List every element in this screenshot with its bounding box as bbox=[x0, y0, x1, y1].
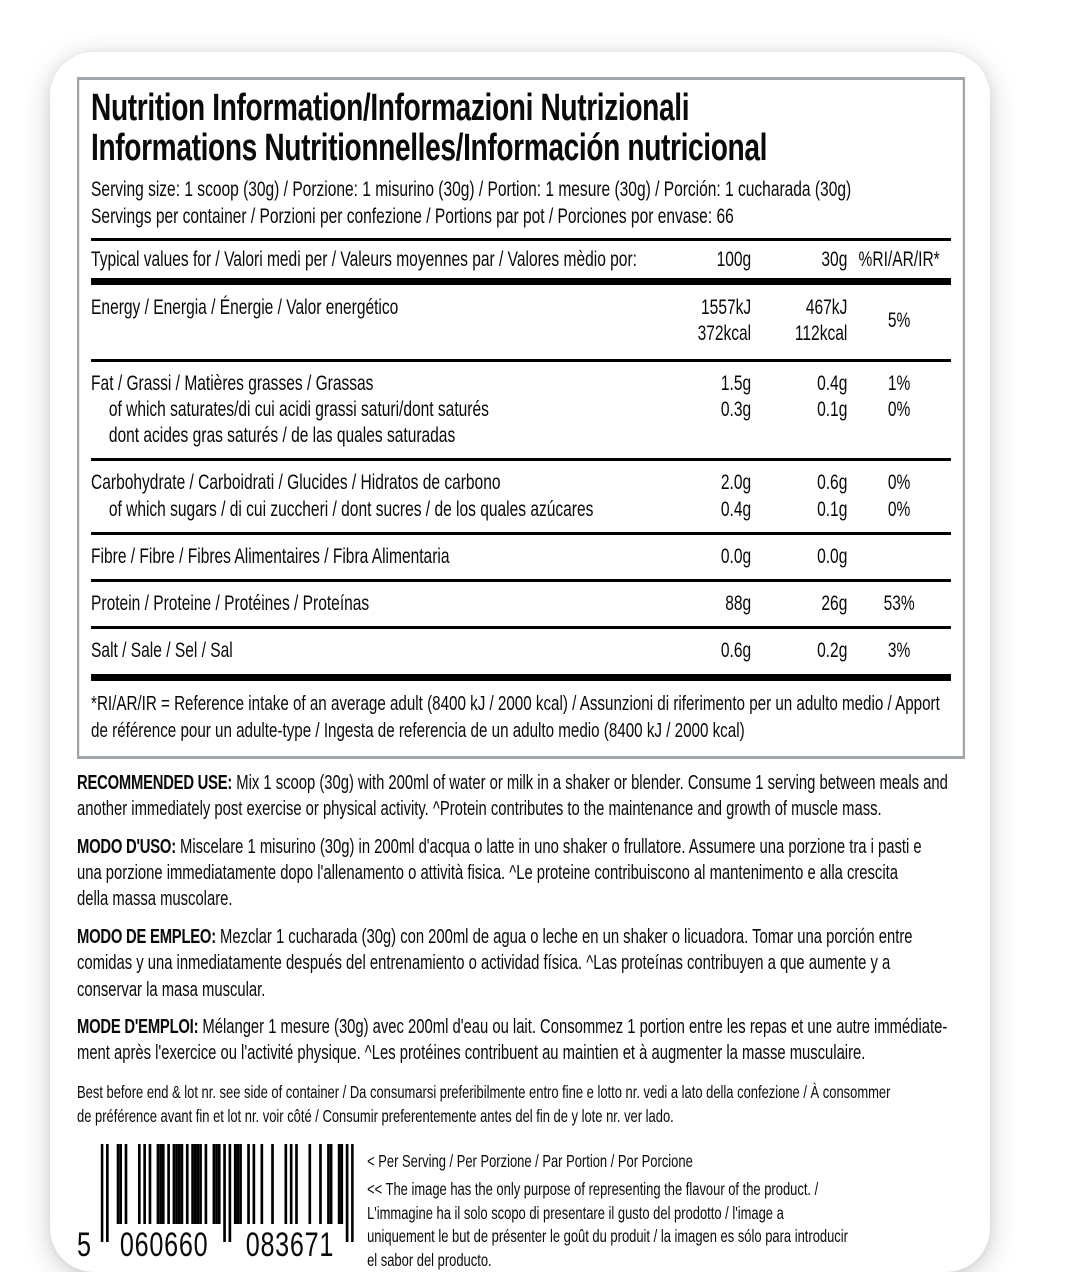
fibre-100g: 0.0g bbox=[720, 544, 752, 568]
sugars-ri: 0% bbox=[887, 497, 911, 521]
fat-label: Fat / Grassi / Matières grasses / Grassas bbox=[91, 371, 374, 395]
divider-thick bbox=[91, 674, 951, 681]
flavour-note-line-3: uniquement le but de présenter le goût du produit / la imagen es sólo para introducir bbox=[367, 1226, 848, 1247]
nutrition-title bbox=[91, 88, 951, 169]
carb-30g: 0.6g bbox=[817, 471, 848, 495]
carb-label: Carbohydrate / Carboidrati / Glucides / Hidratos de carbono bbox=[91, 471, 501, 495]
saturates-label: of which saturates/di cui acidi grassi saturi/dont saturés bbox=[108, 397, 489, 421]
column-header-100g: 100g bbox=[716, 247, 752, 271]
recommended-use-line-1: Mix 1 scoop (30g) with 200ml of water or milk in a shaker or blender. Consume 1 serving between meals and bbox=[236, 771, 948, 794]
paragraph-modo-duso bbox=[77, 834, 980, 913]
title-line-2: Informations Nutritionnelles/Información nutricional bbox=[91, 127, 768, 170]
modo-de-empleo-line-1: Mezclar 1 cucharada (30g) con 200ml de agua o leche en un shaker o licuadora. Tomar una porción entre bbox=[220, 925, 913, 948]
energy-100g-kcal: 372kcal bbox=[697, 322, 752, 346]
energy-ri: 5% bbox=[887, 309, 911, 333]
carb-100g: 2.0g bbox=[720, 471, 752, 495]
paragraph-best-before bbox=[77, 1080, 980, 1128]
barcode-notes bbox=[367, 1144, 848, 1272]
saturates-100g: 0.3g bbox=[720, 397, 752, 421]
modo-duso-label: MODO D'USO: bbox=[77, 835, 176, 858]
label-card bbox=[50, 52, 990, 1272]
nutrition-box bbox=[77, 77, 965, 759]
ri-footnote-line-1: *RI/AR/IR = Reference intake of an average adult (8400 kJ / 2000 kcal) / Assunzioni di riferimento per un adulto medio / Apport bbox=[91, 691, 940, 715]
serving-size: Serving size: 1 scoop (30g) / Porzione: 1 misurino (30g) / Portion: 1 mesure (30g) / Porción: 1 cucharada (30g) bbox=[91, 177, 852, 201]
modo-de-empleo-line-3: conservar la masa muscular. bbox=[77, 978, 266, 1001]
modo-de-empleo-label: MODO DE EMPLEO: bbox=[77, 925, 216, 948]
energy-30g-kcal: 112kcal bbox=[794, 322, 848, 346]
paragraph-mode-demploi bbox=[77, 1014, 980, 1067]
serving-info bbox=[91, 176, 951, 231]
table-row-energy bbox=[91, 285, 951, 359]
title-line-1: Nutrition Information/Informazioni Nutrizionali bbox=[91, 87, 690, 129]
fibre-30g: 0.0g bbox=[817, 544, 848, 568]
sugars-30g: 0.1g bbox=[817, 497, 848, 521]
flavour-image-note bbox=[367, 1178, 848, 1272]
carb-ri: 0% bbox=[887, 471, 911, 495]
fibre-label: Fibre / Fibre / Fibres Alimentaires / Fibra Alimentaria bbox=[91, 544, 450, 568]
divider-thick bbox=[91, 278, 951, 285]
protein-label: Protein / Proteine / Protéines / Proteínas bbox=[91, 592, 370, 616]
mode-demploi-line-2: ment après l'exercice ou l'activité physique. ^Les protéines contribuent au maintien et à augmenter la masse musculaire. bbox=[77, 1042, 866, 1065]
servings-per-container: Servings per container / Porzioni per confezione / Portions par pot / Porciones por envase: 66 bbox=[91, 205, 734, 229]
table-row-carbohydrate bbox=[91, 461, 951, 532]
table-header-row bbox=[91, 241, 951, 278]
flavour-note-line-2: L'immagine ha il solo scopo di presentare il gusto del prodotto / l'image a bbox=[367, 1202, 784, 1223]
salt-ri: 3% bbox=[887, 639, 911, 663]
mode-demploi-label: MODE D'EMPLOI: bbox=[77, 1015, 199, 1038]
barcode bbox=[77, 1144, 367, 1264]
energy-label: Energy / Energia / Énergie / Valor energético bbox=[91, 296, 399, 320]
best-before-line-1: Best before end & lot nr. see side of container / Da consumarsi preferibilmente entro fine e lotto nr. vedi a lato della confezione / À consommer bbox=[77, 1081, 891, 1102]
label-content bbox=[77, 77, 980, 1272]
mode-demploi-line-1: Mélanger 1 mesure (30g) avec 200ml d'eau ou lait. Consommez 1 portion entre les repas et une autre immédiate- bbox=[202, 1015, 948, 1038]
bottom-section bbox=[77, 1144, 980, 1272]
saturates-30g: 0.1g bbox=[817, 397, 848, 421]
table-row-fibre bbox=[91, 535, 951, 579]
fat-ri: 1% bbox=[887, 371, 911, 395]
table-row-protein bbox=[91, 582, 951, 626]
salt-30g: 0.2g bbox=[817, 639, 848, 663]
table-header-label: Typical values for / Valori medi per / Valeurs moyennes par / Valores mèdio por: bbox=[91, 247, 637, 271]
sugars-label: of which sugars / di cui zuccheri / dont sucres / de los quales azúcares bbox=[108, 497, 594, 521]
ri-footnote-line-2: de référence pour un adulte-type / Ingesta de referencia de un adulto medio (8400 kJ / 2000 kcal) bbox=[91, 718, 745, 742]
column-header-ri: %RI/AR/IR* bbox=[858, 247, 940, 271]
protein-100g: 88g bbox=[725, 592, 752, 616]
protein-30g: 26g bbox=[821, 592, 848, 616]
protein-ri: 53% bbox=[883, 592, 915, 616]
fat-100g: 1.5g bbox=[720, 371, 752, 395]
table-row-fat bbox=[91, 362, 951, 459]
energy-100g-kj: 1557kJ bbox=[701, 296, 752, 320]
sugars-100g: 0.4g bbox=[720, 497, 752, 521]
barcode-digits-right: 083671 bbox=[245, 1226, 335, 1264]
modo-duso-line-2: una porzione immediatamente dopo l'allenamento o attività fisica. ^Le proteine contribuiscono al mantenimento e alla crescita bbox=[77, 861, 898, 884]
barcode-digit-system: 5 bbox=[77, 1226, 92, 1264]
ri-footnote bbox=[91, 681, 951, 744]
per-serving-note: < Per Serving / Per Porzione / Par Portion / Por Porcione bbox=[367, 1151, 693, 1171]
flavour-note-line-1: << The image has the only purpose of representing the flavour of the product. / bbox=[367, 1179, 819, 1200]
modo-de-empleo-line-2: comidas y una inmediatamente después del entrenamiento o actividad física. ^Las proteínas contribuyen a que aumente y a bbox=[77, 952, 891, 975]
recommended-use-line-2: another immediately post exercise or physical activity. ^Protein contributes to the maintenance and growth of muscle mass. bbox=[77, 798, 882, 821]
paragraph-modo-de-empleo bbox=[77, 924, 980, 1003]
paragraph-recommended-use bbox=[77, 770, 980, 823]
salt-label: Salt / Sale / Sel / Sal bbox=[91, 639, 233, 663]
fat-30g: 0.4g bbox=[817, 371, 848, 395]
modo-duso-line-3: della massa muscolare. bbox=[77, 888, 233, 911]
saturates-label-cont: dont acides gras saturés / de las quales saturadas bbox=[108, 424, 456, 448]
energy-30g-kj: 467kJ bbox=[805, 296, 848, 320]
salt-100g: 0.6g bbox=[720, 639, 752, 663]
best-before-line-2: de préférence avant fin et lot nr. voir côté / Consumir preferentemente antes del fin de y lote nr. ver lado. bbox=[77, 1105, 674, 1126]
saturates-ri: 0% bbox=[887, 397, 911, 421]
barcode-digits-left: 060660 bbox=[119, 1226, 209, 1264]
flavour-note-line-4: el sabor del producto. bbox=[367, 1249, 492, 1270]
modo-duso-line-1: Miscelare 1 misurino (30g) in 200ml d'acqua o latte in uno shaker o frullatore. Assumere una porzione tra i pasti e bbox=[180, 835, 922, 858]
recommended-use-label: RECOMMENDED USE: bbox=[77, 771, 233, 794]
table-row-salt bbox=[91, 629, 951, 673]
column-header-30g: 30g bbox=[821, 247, 848, 271]
